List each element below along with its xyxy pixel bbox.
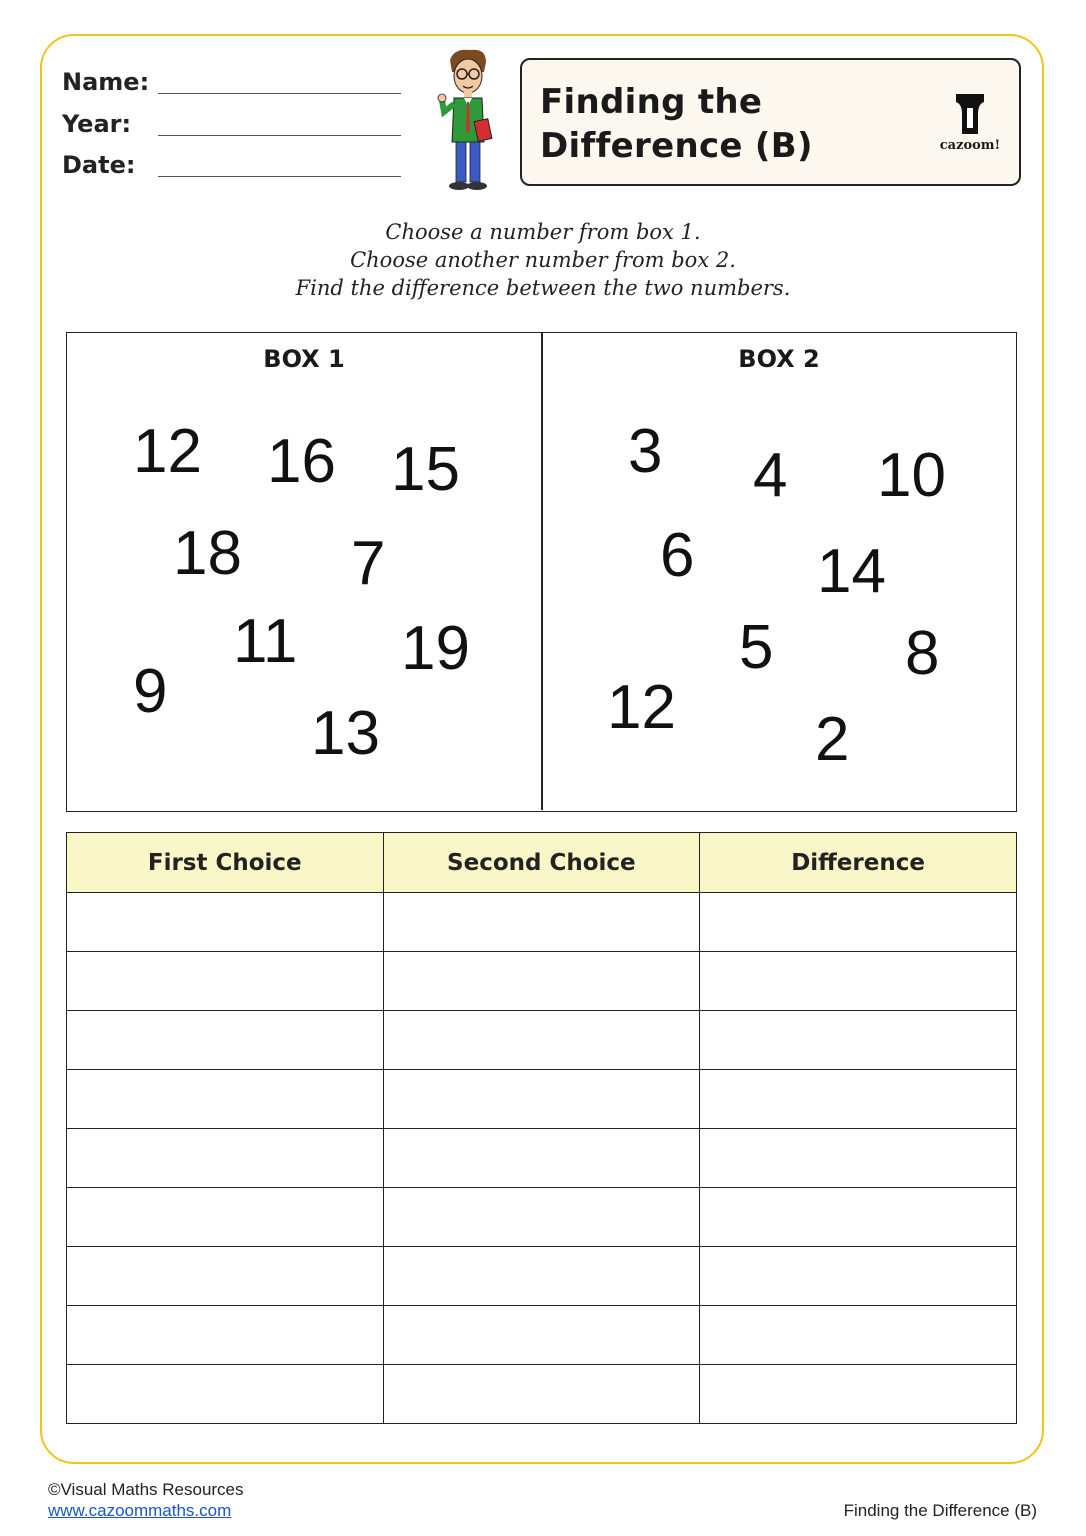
box-1-number: 19	[401, 614, 470, 683]
box-1-title: BOX 1	[263, 345, 345, 373]
table-row	[67, 1306, 1017, 1365]
difference-cell[interactable]	[700, 1188, 1017, 1247]
answer-rows	[67, 893, 1017, 1424]
worksheet-title-line-2: Difference (B)	[540, 126, 813, 166]
second-choice-cell[interactable]	[383, 952, 700, 1011]
column-header-difference: Difference	[700, 833, 1017, 893]
footer-website-link[interactable]: www.cazoommaths.com	[48, 1501, 232, 1520]
second-choice-cell[interactable]	[383, 1070, 700, 1129]
box-1-number: 11	[233, 607, 298, 676]
teacher-mascot-illustration	[436, 46, 500, 194]
box-2-number: 4	[753, 441, 788, 510]
box-1-number: 15	[391, 435, 460, 504]
box-1-number: 7	[351, 529, 386, 598]
cazoom-logo	[934, 92, 1006, 156]
date-line[interactable]	[158, 176, 401, 177]
box-2-number: 2	[815, 705, 850, 774]
second-choice-cell[interactable]	[383, 1247, 700, 1306]
first-choice-cell[interactable]	[67, 952, 384, 1011]
second-choice-cell[interactable]	[383, 1129, 700, 1188]
table-row	[67, 1011, 1017, 1070]
instruction-line-3: Find the difference between the two numbers.	[295, 276, 791, 300]
difference-cell[interactable]	[700, 1306, 1017, 1365]
table-row	[67, 1070, 1017, 1129]
box-1-number: 13	[311, 699, 380, 768]
first-choice-cell[interactable]	[67, 1011, 384, 1070]
number-boxes	[66, 332, 1017, 812]
box-2-number: 12	[607, 673, 676, 742]
first-choice-cell[interactable]	[67, 893, 384, 952]
difference-cell[interactable]	[700, 893, 1017, 952]
difference-cell[interactable]	[700, 952, 1017, 1011]
second-choice-cell[interactable]	[383, 893, 700, 952]
box-2-number: 5	[739, 613, 774, 682]
box-2-title: BOX 2	[738, 345, 820, 373]
difference-cell[interactable]	[700, 1129, 1017, 1188]
box-1-number: 18	[173, 519, 242, 588]
first-choice-cell[interactable]	[67, 1070, 384, 1129]
year-label: Year:	[62, 110, 132, 138]
column-header-first-choice: First Choice	[67, 833, 384, 893]
cazoom-logo-text: cazoom!	[939, 138, 1001, 153]
column-header-second-choice: Second Choice	[383, 833, 700, 893]
box-2-number: 6	[660, 521, 695, 590]
date-label: Date:	[62, 151, 136, 179]
difference-cell[interactable]	[700, 1247, 1017, 1306]
table-row	[67, 1247, 1017, 1306]
footer-copyright: ©Visual Maths Resources	[48, 1480, 244, 1499]
worksheet-title-line-1: Finding the	[540, 82, 763, 122]
box-2-number: 10	[877, 441, 946, 510]
table-row	[67, 952, 1017, 1011]
instruction-line-2: Choose another number from box 2.	[350, 248, 736, 272]
cazoom-logo-icon	[934, 92, 1006, 138]
table-row	[67, 1129, 1017, 1188]
box-2-number: 3	[628, 417, 663, 486]
instruction-line-1: Choose a number from box 1.	[385, 220, 701, 244]
difference-cell[interactable]	[700, 1070, 1017, 1129]
table-row	[67, 1188, 1017, 1247]
second-choice-cell[interactable]	[383, 1306, 700, 1365]
table-header-row	[67, 833, 1017, 893]
box-2-number: 14	[817, 537, 886, 606]
box-1-number: 12	[133, 417, 202, 486]
footer-page-label: Finding the Difference (B)	[843, 1501, 1037, 1520]
box-1-number: 16	[267, 427, 336, 496]
table-row	[67, 1365, 1017, 1424]
box-2-number: 8	[905, 619, 940, 688]
table-row	[67, 893, 1017, 952]
second-choice-cell[interactable]	[383, 1365, 700, 1424]
box-divider	[541, 333, 543, 810]
second-choice-cell[interactable]	[383, 1011, 700, 1070]
difference-cell[interactable]	[700, 1365, 1017, 1424]
difference-cell[interactable]	[700, 1011, 1017, 1070]
title-box	[520, 58, 1021, 186]
first-choice-cell[interactable]	[67, 1365, 384, 1424]
first-choice-cell[interactable]	[67, 1129, 384, 1188]
answer-table	[66, 832, 1017, 1424]
second-choice-cell[interactable]	[383, 1188, 700, 1247]
name-label: Name:	[62, 68, 150, 96]
first-choice-cell[interactable]	[67, 1247, 384, 1306]
name-line[interactable]	[158, 93, 401, 94]
box-1-number: 9	[133, 657, 168, 726]
first-choice-cell[interactable]	[67, 1306, 384, 1365]
first-choice-cell[interactable]	[67, 1188, 384, 1247]
year-line[interactable]	[158, 135, 401, 136]
